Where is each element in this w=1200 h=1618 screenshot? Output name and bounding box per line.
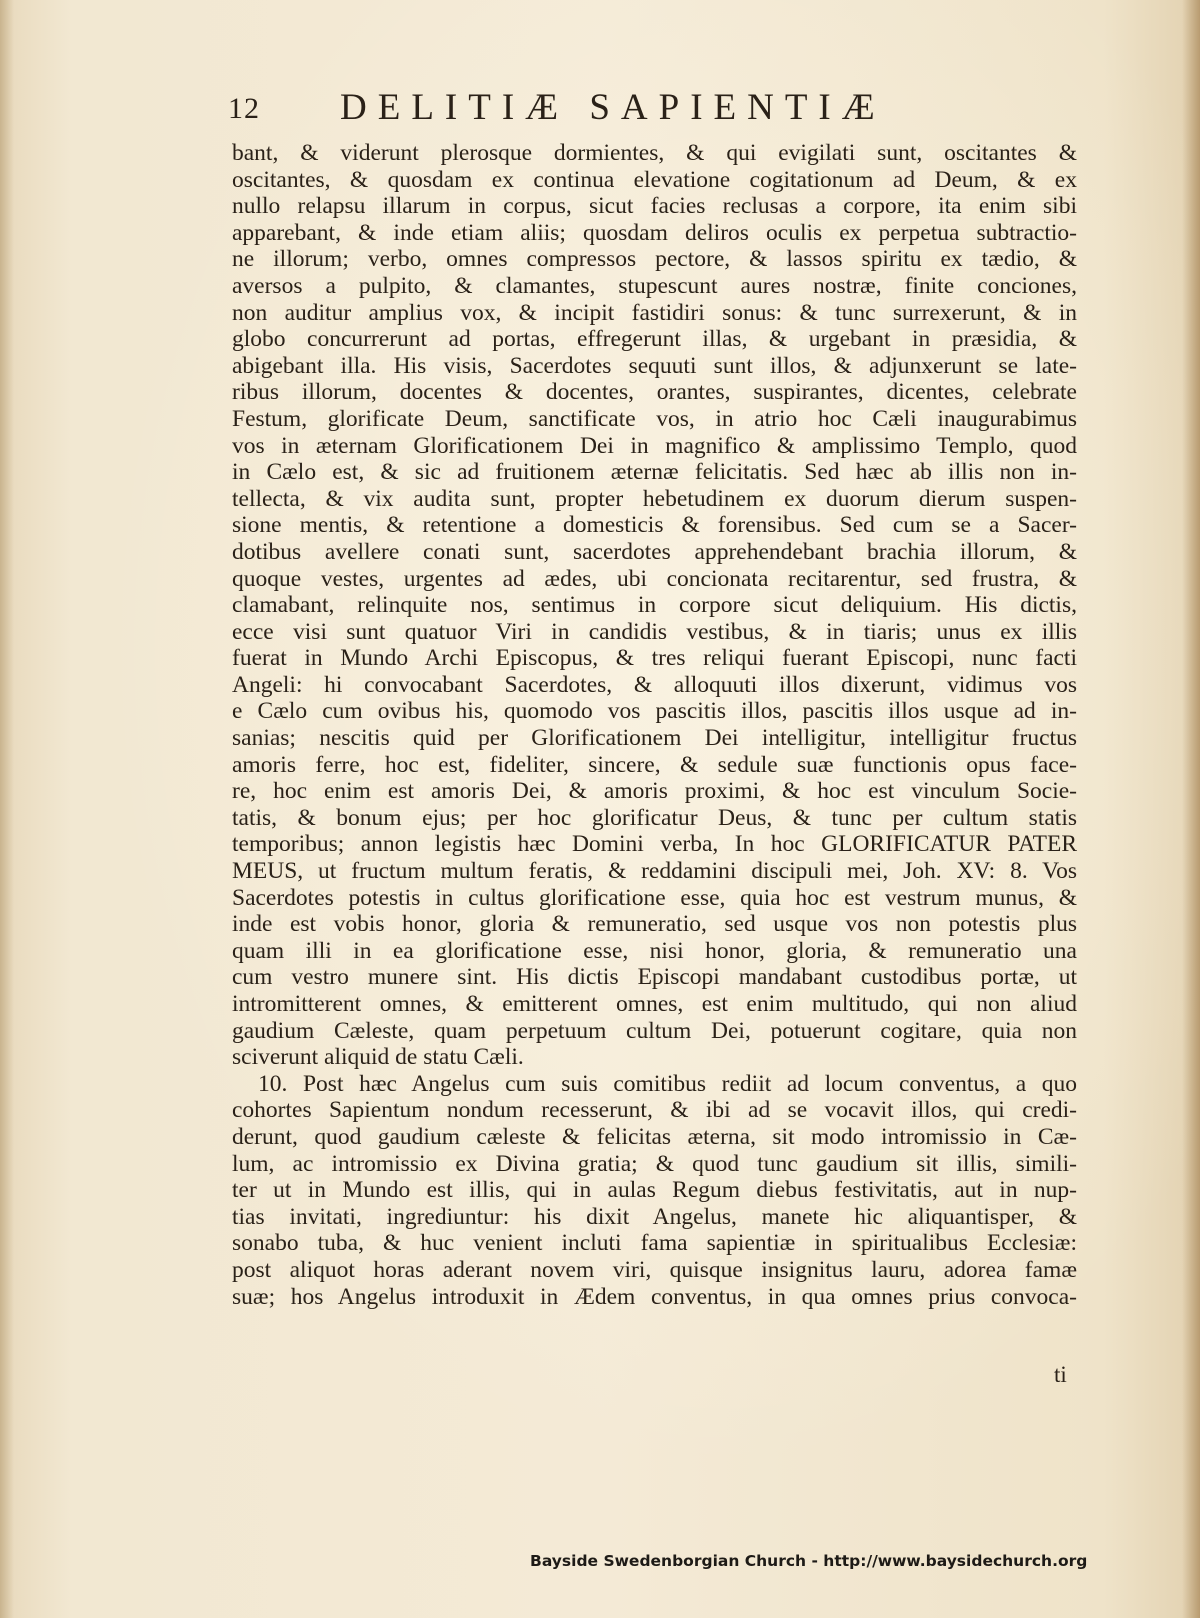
page-edge-shadow xyxy=(1182,0,1200,1618)
text-line: quoque vestes, urgentes ad ædes, ubi concionata recitarentur, sed frustra, & xyxy=(232,565,1077,592)
text-line: cum vestro munere sint. His dictis Episcopi mandabant custodibus portæ, ut xyxy=(232,964,1077,991)
footer-credit: Bayside Swedenborgian Church - http://www.baysidechurch.org xyxy=(530,1552,1088,1570)
text-line: dotibus avellere conati sunt, sacerdotes apprehendebant brachia illorum, & xyxy=(232,538,1077,565)
text-line: post aliquot horas aderant novem viri, quisque insignitus lauru, adorea famæ xyxy=(232,1256,1077,1283)
text-line: nullo relapsu illarum in corpus, sicut facies reclusas a corpore, ita enim sibi xyxy=(232,193,1077,220)
text-line: sonabo tuba, & huc venient incluti fama sapientiæ in spiritualibus Ecclesiæ: xyxy=(232,1230,1077,1257)
text-line: clamabant, relinquite nos, sentimus in corpore sicut deliquium. His dictis, xyxy=(232,592,1077,619)
body-text xyxy=(232,140,1077,1310)
page-gutter-shadow xyxy=(0,0,14,1618)
catchword: ti xyxy=(1054,1362,1067,1387)
text-line: ecce visi sunt quatuor Viri in candidis vestibus, & in tiaris; unus ex illis xyxy=(232,618,1077,645)
text-line: in Cælo est, & sic ad fruitionem æternæ felicitatis. Sed hæc ab illis non in- xyxy=(232,459,1077,486)
text-line: amoris ferre, hoc est, fideliter, sincere, & sedule suæ functionis opus face- xyxy=(232,751,1077,778)
text-line: vos in æternam Glorificationem Dei in magnifico & amplissimo Templo, quod xyxy=(232,432,1077,459)
page-number: 12 xyxy=(228,92,260,125)
text-line: sanias; nescitis quid per Glorificationem Dei intelligitur, intelligitur fructus xyxy=(232,725,1077,752)
text-line: e Cælo cum ovibus his, quomodo vos pascitis illos, pascitis illos usque ad in- xyxy=(232,698,1077,725)
text-line: quam illi in ea glorificatione esse, nisi honor, gloria, & remuneratio una xyxy=(232,937,1077,964)
text-line: ter ut in Mundo est illis, qui in aulas Regum diebus festivitatis, aut in nup- xyxy=(232,1177,1077,1204)
text-line: tatis, & bonum ejus; per hoc glorificatur Deus, & tunc per cultum statis xyxy=(232,804,1077,831)
text-line: abigebant illa. His visis, Sacerdotes sequuti sunt illos, & adjunxerunt se late- xyxy=(232,352,1077,379)
text-line: Sacerdotes potestis in cultus glorificatione esse, quia hoc est vestrum munus, & xyxy=(232,884,1077,911)
text-line: 10. Post hæc Angelus cum suis comitibus rediit ad locum conventus, a quo xyxy=(258,1070,1077,1097)
text-line: intromitterent omnes, & emitterent omnes, est enim multitudo, qui non aliud xyxy=(232,991,1077,1017)
text-line: derunt, quod gaudium cæleste & felicitas æterna, sit modo intromissio in Cæ- xyxy=(232,1123,1077,1150)
text-line: Angeli: hi convocabant Sacerdotes, & alloquuti illos dixerunt, vidimus vos xyxy=(232,671,1077,698)
text-line: ne illorum; verbo, omnes compressos pectore, & lassos spiritu ex tædio, & xyxy=(232,246,1077,273)
text-line: bant, & viderunt plerosque dormientes, & qui evigilati sunt, oscitantes & xyxy=(232,140,1077,166)
text-line: aversos a pulpito, & clamantes, stupescunt aures nostræ, finite conciones, xyxy=(232,272,1077,299)
page-header xyxy=(228,82,998,132)
text-line: re, hoc enim est amoris Dei, & amoris proximi, & hoc est vinculum Socie- xyxy=(232,778,1077,805)
text-line: non auditur amplius vox, & incipit fastidiri sonus: & tunc surrexerunt, & in xyxy=(232,299,1077,326)
text-line: tias invitati, ingrediuntur: his dixit Angelus, manete hic aliquantisper, & xyxy=(232,1203,1077,1230)
text-line: globo concurrerunt ad portas, effregerunt illas, & urgebant in præsidia, & xyxy=(232,326,1077,353)
text-line: Festum, glorificate Deum, sanctificate vos, in atrio hoc Cæli inaugurabimus xyxy=(232,405,1077,432)
text-line: sciverunt aliquid de statu Cæli. xyxy=(232,1044,524,1071)
text-line: tellecta, & vix audita sunt, propter hebetudinem ex duorum dierum suspen- xyxy=(232,485,1077,512)
text-line: gaudium Cæleste, quam perpetuum cultum Dei, potuerunt cogitare, quia non xyxy=(232,1017,1077,1044)
text-line: fuerat in Mundo Archi Episcopus, & tres reliqui fuerant Episcopi, nunc facti xyxy=(232,645,1077,672)
text-line: oscitantes, & quosdam ex continua elevatione cogitationum ad Deum, & ex xyxy=(232,166,1077,193)
text-line: sione mentis, & retentione a domesticis & forensibus. Sed cum se a Sacer- xyxy=(232,512,1077,539)
text-line: cohortes Sapientum nondum recesserunt, & ibi ad se vocavit illos, qui credi- xyxy=(232,1097,1077,1124)
text-line: lum, ac intromissio ex Divina gratia; & quod tunc gaudium sit illis, simili- xyxy=(232,1150,1077,1177)
text-line: suæ; hos Angelus introduxit in Ædem conventus, in qua omnes prius convoca- xyxy=(232,1283,1077,1310)
running-title: DELITIÆ SAPIENTIÆ xyxy=(340,87,886,128)
text-line: MEUS, ut fructum multum feratis, & reddamini discipuli mei, Joh. XV: 8. Vos xyxy=(232,858,1077,885)
text-line: ribus illorum, docentes & docentes, orantes, suspirantes, dicentes, celebrate xyxy=(232,379,1077,406)
text-line: inde est vobis honor, gloria & remuneratio, sed usque vos non potestis plus xyxy=(232,911,1077,938)
text-line: temporibus; annon legistis hæc Domini verba, In hoc GLORIFICATUR PATER xyxy=(232,831,1077,858)
text-line: apparebant, & inde etiam aliis; quosdam deliros oculis ex perpetua subtractio- xyxy=(232,219,1077,246)
